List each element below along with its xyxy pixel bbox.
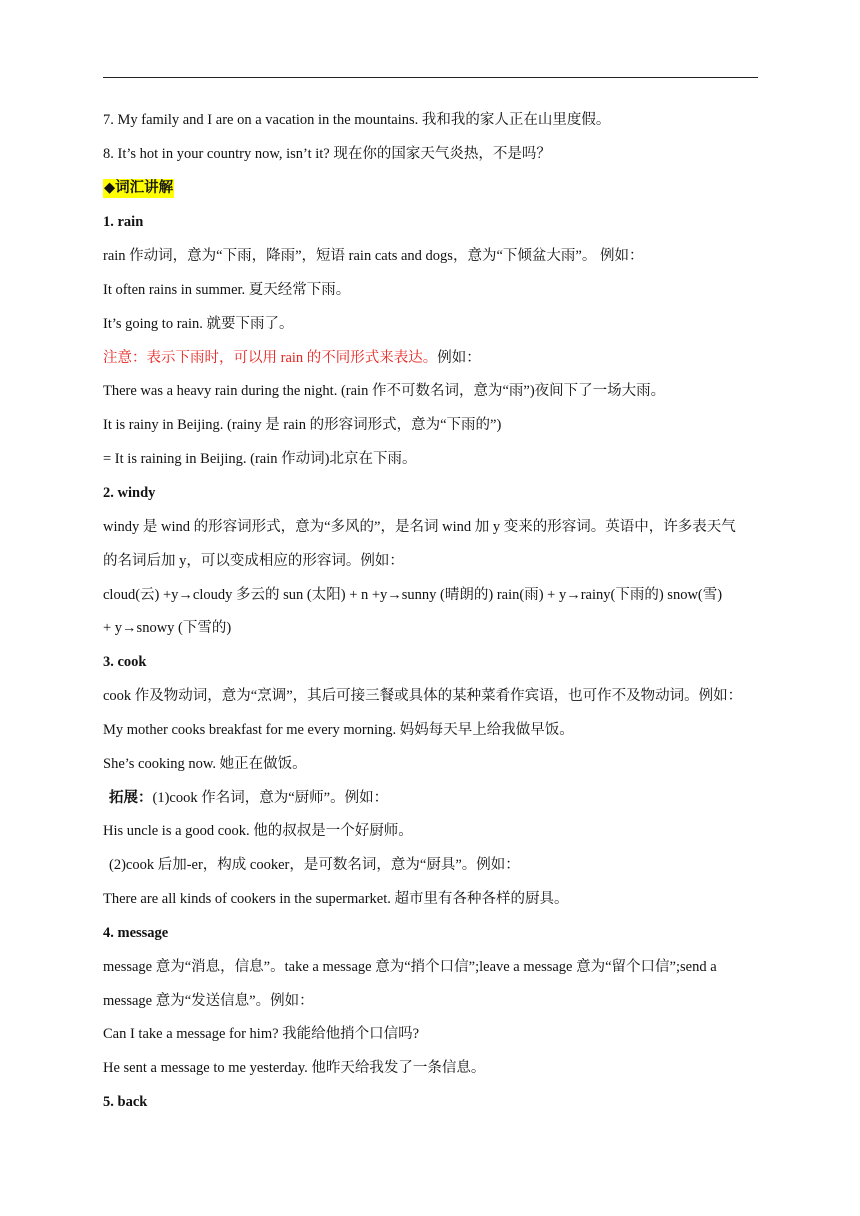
windy-paragraph-4: + y→snowy (下雪的) [103,620,232,636]
message-example-1: Can I take a message for him? 我能给他捎个口信吗? [103,1026,420,1042]
message-paragraph-1: message 意为“消息，信息”。take a message 意为“捎个口信”;leave a message 意为“留个口信”;send a [103,959,717,975]
cook-extension-2: (2)cook 后加-er，构成 cooker，是可数名词，意为“厨具”。例如： [109,857,520,873]
example-sentence-7: 7. My family and I are on a vacation in the mountains. 我和我的家人正在山里度假。 [103,112,611,128]
rain-note [103,348,481,368]
rain-example-3: There was a heavy rain during the night. (rain 作不可数名词，意为“雨”)夜间下了一场大雨。 [103,383,666,399]
rain-example-5: = It is raining in Beijing. (rain 作动词)北京在下雨。 [103,451,417,467]
example-sentence-8: 8. It’s hot in your country now, isn’t it? 现在你的国家天气炎热，不是吗？ [103,146,551,162]
cook-example-3: His uncle is a good cook. 他的叔叔是一个好厨师。 [103,823,413,839]
cook-extension-1 [109,788,388,808]
cook-example-4: There are all kinds of cookers in the supermarket. 超市里有各种各样的厨具。 [103,891,569,907]
header-rule [103,77,758,78]
extension-label: 拓展： [109,790,153,806]
message-example-2: He sent a message to me yesterday. 他昨天给我发了一条信息。 [103,1060,486,1076]
rain-note-tail: 例如： [437,350,481,366]
heading-message: 4. message [103,925,169,941]
windy-paragraph-3: cloud(云) +y→cloudy 多云的 sun (太阳) + n +y→sunny (晴朗的) rain(雨) + y→rainy(下雨的) snow(雪) [103,587,723,603]
rain-note-red: 注意：表示下雨时，可以用 rain 的不同形式来表达。 [103,350,438,366]
heading-windy: 2. windy [103,485,156,501]
message-paragraph-2: message 意为“发送信息”。例如： [103,993,314,1009]
cook-example-1: My mother cooks breakfast for me every morning. 妈妈每天早上给我做早饭。 [103,722,574,738]
cook-intro: cook 作及物动词，意为“烹调”，其后可接三餐或具体的某种菜肴作宾语，也可作不及物动词。例如： [103,688,743,704]
rain-example-1: It often rains in summer. 夏天经常下雨。 [103,282,351,298]
cook-example-2: She’s cooking now. 她正在做饭。 [103,756,307,772]
heading-cook: 3. cook [103,654,147,670]
windy-paragraph-1: windy 是 wind 的形容词形式，意为“多风的”，是名词 wind 加 y 变来的形容词。英语中，许多表天气 [103,519,736,535]
rain-example-2: It’s going to rain. 就要下雨了。 [103,316,294,332]
section-title [103,178,174,198]
heading-rain: 1. rain [103,214,144,230]
vocab-section-heading: ◆词汇讲解 [104,180,174,196]
heading-back: 5. back [103,1094,148,1110]
rain-intro: rain 作动词，意为“下雨，降雨”，短语 rain cats and dogs，意为“下倾盆大雨”。 例如： [103,248,644,264]
extension-text-1: (1)cook 作名词，意为“厨师”。例如： [152,790,389,806]
rain-example-4: It is rainy in Beijing. (rainy 是 rain 的形容词形式，意为“下雨的”) [103,417,502,433]
windy-paragraph-2: 的名词后加 y，可以变成相应的形容词。例如： [103,553,404,569]
